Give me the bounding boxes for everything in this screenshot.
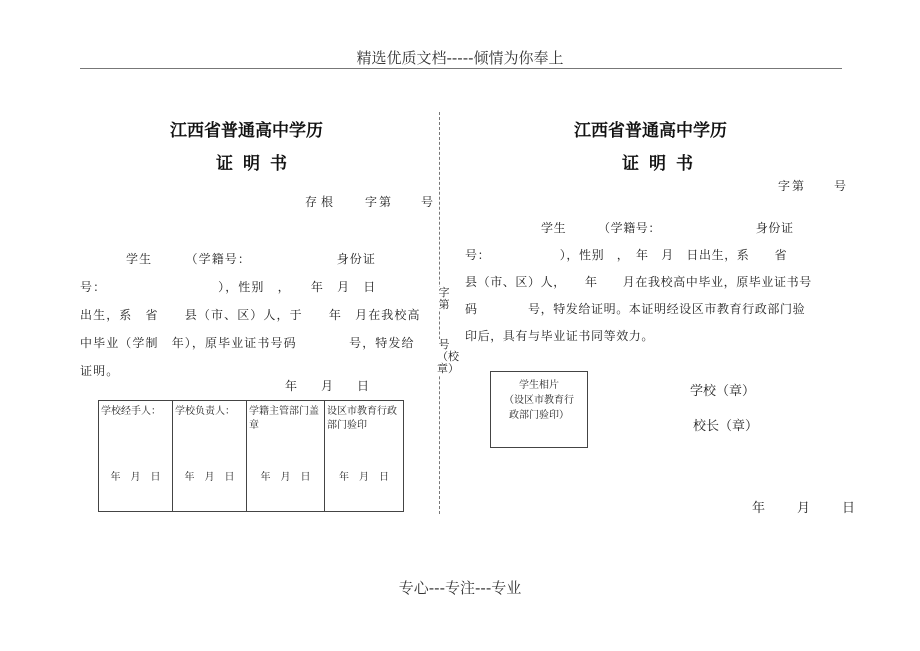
left-certificate-body [80,245,421,385]
middle-seal-vertical: 号（校章） [437,338,459,375]
header-rule [80,68,842,69]
sig-cell-date: 年 月 日 [339,472,389,483]
right-title: 江西省普通高中学历 [574,121,727,141]
right-body-line: 码 号，特发给证明。本证明经设区市教育行政部门验 [465,302,806,316]
left-issue-date: 年 月 日 [285,379,370,393]
photo-box-line: （设区市教育行 [504,395,574,406]
photo-box-line: 政部门验印） [509,410,569,421]
sig-cell-handler [99,401,173,511]
left-subtitle: 证明书 [216,154,297,174]
perforation-line [439,112,440,514]
right-subtitle: 证明书 [622,154,703,174]
sig-cell-registry-dept [247,401,325,511]
student-photo-box [490,371,588,448]
right-certificate-body [465,215,812,350]
right-serial-number: 字第 号 [778,179,849,193]
left-body-line: 出生，系 省 县（市、区）人，于 年 月在我校高 [80,308,421,322]
right-body-line: 学生 （学籍号： 身份证 [541,221,794,235]
left-body-line: 号： ），性别 ， 年 月 日 [80,280,377,294]
sig-cell-label: 学校负责人： [175,406,235,417]
sig-cell-label: 学籍主管部门盖章 [249,406,319,431]
photo-box-line: 学生相片 [519,380,559,391]
right-body-line: 印后，具有与毕业证书同等效力。 [465,329,655,343]
sig-cell-date: 年 月 日 [110,472,161,483]
school-seal-label: 学校（章） [690,384,756,399]
sig-cell-label: 学校经手人： [101,406,161,417]
principal-seal-label: 校长（章） [693,419,759,434]
signature-table [98,400,404,512]
left-stub-label: 存根 [305,195,338,209]
sig-cell-education-dept [325,401,403,511]
right-body-line: 县（市、区）人， 年 月在我校高中毕业，原毕业证书号 [465,275,812,289]
sig-cell-date: 年 月 日 [184,472,235,483]
left-body-line: 中毕业（学制 年），原毕业证书号码 号，特发给 [80,336,415,350]
sig-cell-label: 设区市教育行政部门验印 [327,406,397,431]
right-issue-date: 年 月 日 [752,501,858,516]
page-footer: 专心---专注---专业 [398,579,522,597]
left-serial-number: 字第 号 [365,195,436,209]
right-body-line: 号： ），性别 ， 年 月 日出生，系 省 [465,248,788,262]
left-body-line: 学生 （学籍号： 身份证 [126,252,377,266]
left-body-line: 证明。 [80,364,120,378]
sig-cell-principal [173,401,247,511]
sig-cell-date: 年 月 日 [260,472,311,483]
page-header: 精选优质文档-----倾情为你奉上 [356,49,564,67]
middle-serial-vertical: 字第 [438,286,450,311]
left-title: 江西省普通高中学历 [170,121,323,141]
